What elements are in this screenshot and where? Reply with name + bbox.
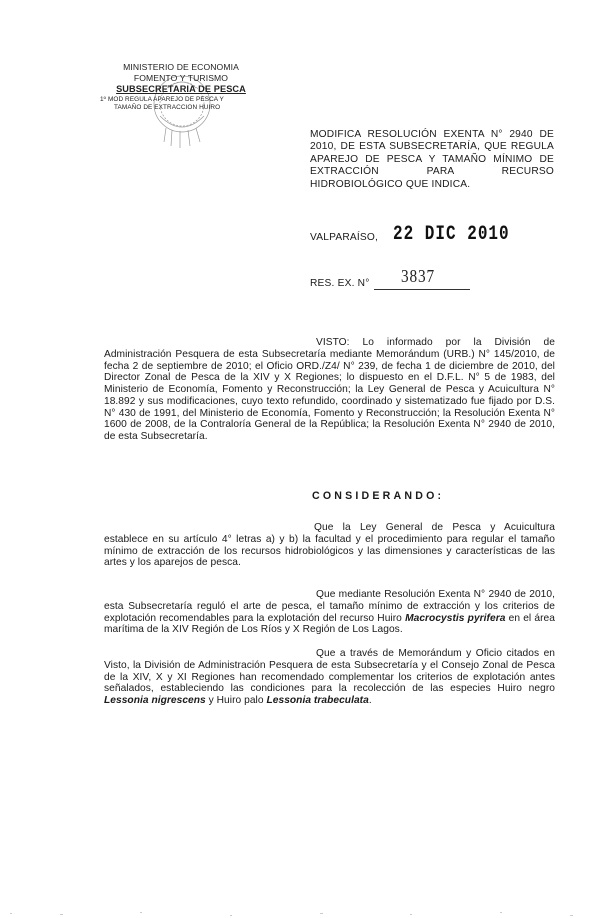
considerando-p3-text-b: y Huiro palo xyxy=(205,695,267,706)
species-name: Lessonia nigrescens xyxy=(104,695,206,706)
resolution-title: MODIFICA RESOLUCIÓN EXENTA N° 2940 DE 2010, DE ESTA SUBSECRETARÍA, QUE REGULA APAREJO DE PESCA Y TAMAÑO MÍNIMO DE EXTRACCIÓN PARA RECURSO HIDROBIOLÓGICO QUE INDICA. xyxy=(310,129,554,190)
letterhead-stamp xyxy=(96,62,266,152)
species-name: Macrocystis pyrifera xyxy=(405,612,506,624)
considerando-paragraph-2 xyxy=(104,589,555,636)
considerando-heading: CONSIDERANDO: xyxy=(312,490,445,502)
letterhead-ministry-sub: FOMENTO Y TURISMO xyxy=(133,73,229,83)
considerando-paragraph-3 xyxy=(104,648,555,707)
resolution-number-label: RES. EX. N° xyxy=(310,278,370,289)
scan-edge-noise xyxy=(0,910,600,918)
considerando-p3-text-c: . xyxy=(368,695,372,706)
letterhead-ministry: MINISTERIO DE ECONOMIA xyxy=(123,62,239,72)
considerando-p3-text-a: Que a través de Memorándum y Oficio citados en Visto, la División de Administración Pesquera de esta Subsecretaría y el Consejo Zonal de Pesca de la XIV, X y XI Regiones han recomendado complementar los criterios de explotación antes señalados, estableciendo las condiciones para la recolección de las especies Huiro negro xyxy=(104,648,555,695)
place-label: VALPARAÍSO, xyxy=(310,232,379,243)
considerando-paragraph-1 xyxy=(104,522,555,569)
letterhead-ref-line1: 1º MOD REGULA APAREJO DE PESCA Y xyxy=(100,96,224,103)
resolution-number-underline xyxy=(374,289,470,290)
considerando-p2-text-b: en el área marítima de la XIV Región de Los Ríos y X Región de Los Lagos. xyxy=(104,612,555,636)
letterhead-undersecretariat: SUBSECRETARIA DE PESCA xyxy=(116,84,246,94)
considerando-p1-text: Que la Ley General de Pesca y Acuicultura establece en su artículo 4° letras a) y b) la facultad y el procedimiento para regular el tamaño mínimo de extracción de los recursos hidrobiológicos y las dimensiones y características de las artes y los aparejos de pesca. xyxy=(104,522,555,569)
considerando-p2-text-a: Que mediante Resolución Exenta N° 2940 de 2010, esta Subsecretaría reguló el arte de pesca, el tamaño mínimo de extracción y los criterios de explotación recomendables para la explotación del recurso Huiro xyxy=(104,589,555,624)
resolution-number: 3837 xyxy=(401,266,435,286)
date-stamp: 22 DIC 2010 xyxy=(393,222,510,246)
letterhead-ref-line2: TAMAÑO DE EXTRACCION HUIRO xyxy=(114,104,221,111)
visto-lead: VISTO: xyxy=(316,337,350,348)
visto-paragraph xyxy=(104,337,555,443)
visto-text: Lo informado por la División de Administración Pesquera de esta Subsecretaría mediante Memorándum (URB.) N° 145/2010, de fecha 2 de septiembre de 2010; el Oficio ORD./Z4/ N° 239, de fecha 1 de diciembre de 2010, del Director Zonal de Pesca de la XIV y X Regiones; lo dispuesto en el D.F.L. N° 5 de 1983, del Ministerio de Economía, Fomento y Reconstrucción; la Ley General de Pesca y Acuicultura N° 18.892 y sus modificaciones, cuyo texto refundido, coordinado y sistematizado fue fijado por D.S. N° 430 de 1991, del Ministerio de Economía, Fomento y Reconstrucción; la Resolución Exenta N° 1600 de 2008, de la Contraloría General de la República; la Resolución Exenta N° 2940 de 2010, de esta Subsecretaría. xyxy=(104,337,555,442)
species-name: Lessonia trabeculata xyxy=(266,695,369,706)
